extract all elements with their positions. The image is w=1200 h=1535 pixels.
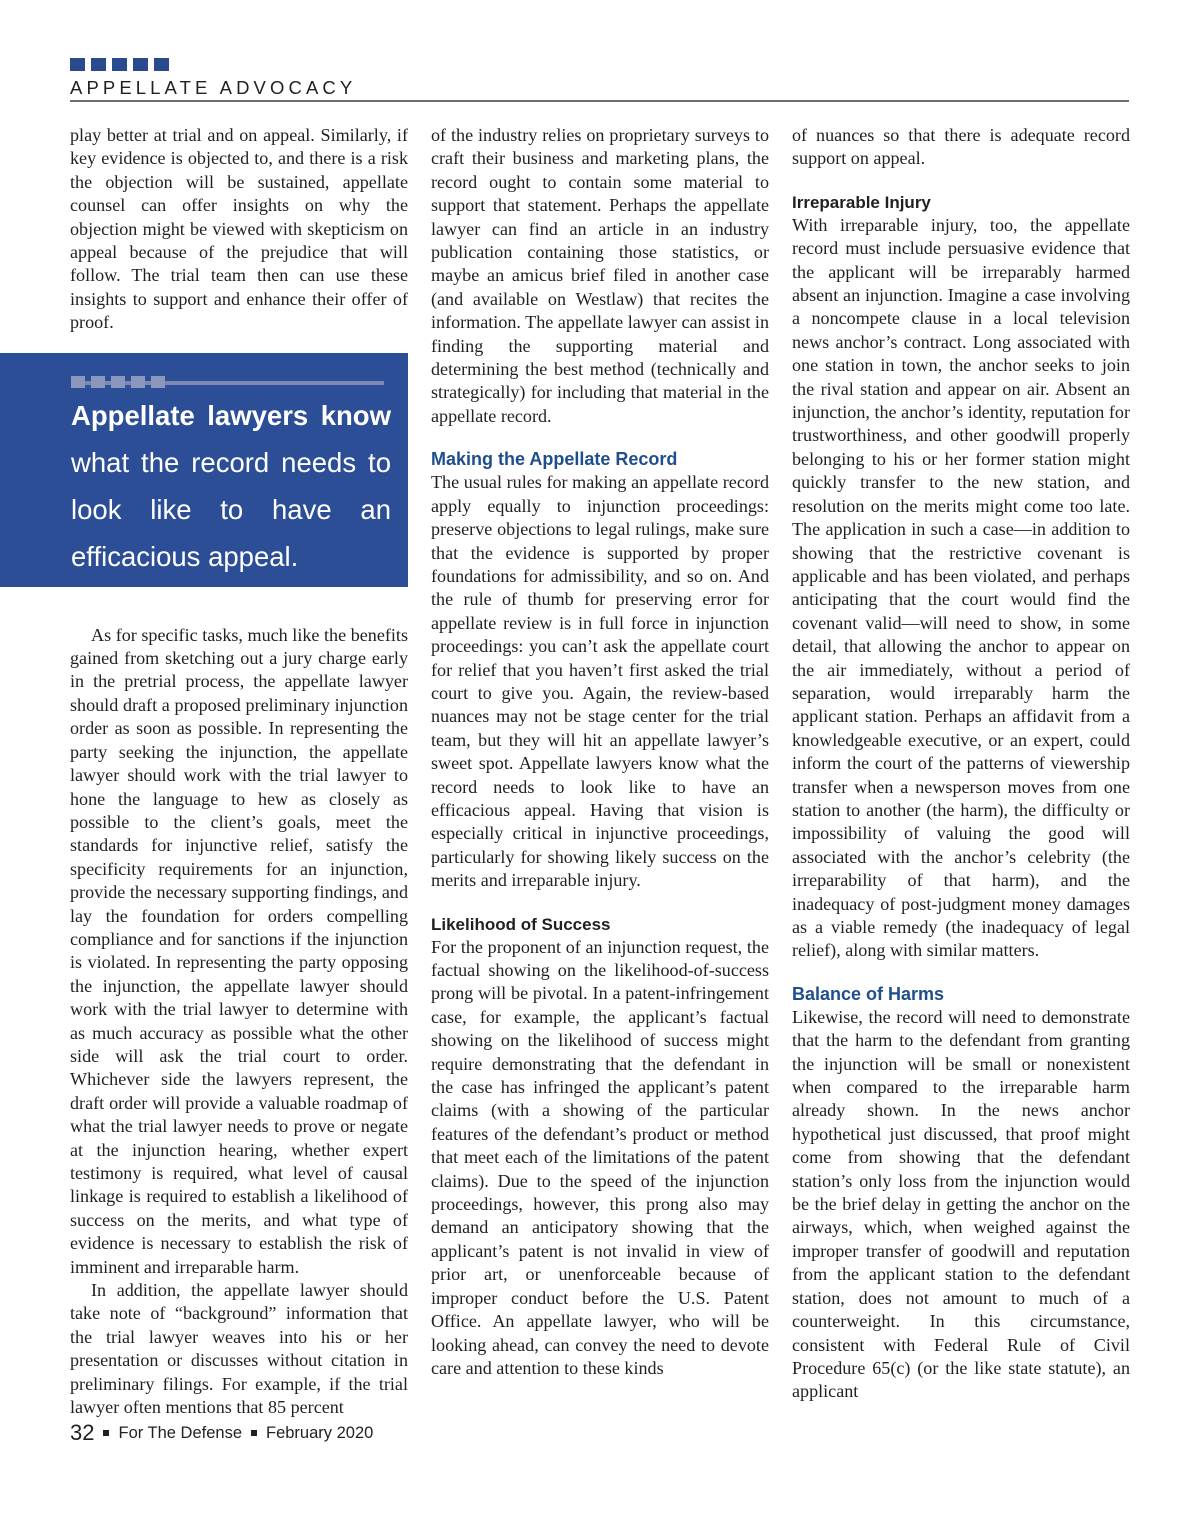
pull-quote-rest: what the record needs to look like to have an efficacious appeal.	[71, 447, 391, 572]
column-2	[431, 124, 769, 1380]
page-number: 32	[70, 1420, 95, 1445]
page-footer	[70, 1420, 373, 1446]
paragraph: The usual rules for making an appellate record apply equally to injunction proceedings: preserve objections to legal rulings, make sure that the evidence is supported by proper foundations for admissibility, and so on. And the rule of thumb for preserving error for appellate review is in full force in injunction proceedings: you can’t ask the appellate court for relief that you haven’t first asked the trial court to give you. Again, the review-based nuances may not be stage center for the trial team, but they will hit an appellate lawyer’s sweet spot. Appellate lawyers know what the record needs to look like to have an efficacious appeal. Having that vision is especially critical in injunctive proceedings, particularly for showing likely success on the merits and irreparable injury.	[431, 472, 769, 891]
footer-separator	[251, 1430, 257, 1436]
paragraph: For the proponent of an injunction request, the factual showing on the likelihood-of-success prong will be pivotal. In a patent-infringement case, for example, the applicant’s factual showing on the likelihood of success might require demonstrating that the defendant in the case has infringed the applicant’s patent claims (with a showing of the particular features of the defendant’s product or method that meet each of the limitations of the patent claims). Due to the speed of the injunction proceedings, however, this prong also may demand an anticipatory showing that the applicant’s patent is not invalid in view of prior art, or unenforceable because of improper conduct before the U.S. Patent Office. An appellate lawyer, who will be looking ahead, can convey the need to devote care and attention to these kinds	[431, 936, 769, 1378]
footer-separator	[103, 1430, 109, 1436]
pull-quote-bold: Appellate lawyers know	[71, 400, 391, 431]
paragraph: Likewise, the record will need to demonstrate that the harm to the defendant from granting the injunction will be small or nonexistent when compared to the irreparable harm already shown. In the news anchor hypothetical just discussed, that proof might come from showing that the defendant station’s only loss from the injunction would be the brief delay in getting the anchor on the airways, which, when weighed against the improper transfer of goodwill and reputation from the applicant station to the defendant station, does not amount to much of a counterweight. In this circumstance, consistent with Federal Rule of Civil Procedure 65(c) (or the like state statute), an applicant	[792, 1006, 1130, 1402]
section-label: APPELLATE ADVOCACY	[70, 77, 357, 98]
paragraph: In addition, the appellate lawyer should take note of “background” information that the trial lawyer weaves into his or her presentation or discusses without citation in preliminary filings. For example, if the trial lawyer often mentions that 85 percent	[70, 1280, 408, 1418]
paragraph: With irreparable injury, too, the appellate record must include persuasive evidence that the applicant will be irreparably harmed absent an injunction. Imagine a case involving a noncompete clause in a local television news anchor’s contract. Long associated with one station in town, the anchor seeks to join the rival station and appear on air. Absent an injunction, the anchor’s identity, reputation for trustworthiness, and other goodwill properly belonging to his or her former station might quickly transfer to the new station, and resolution on the merits might come too late. The application in such a case—in addition to showing that the restrictive covenant is applicable and has been violated, and perhaps anticipating that the court would find the covenant valid—will need to show, in some detail, that allowing the anchor to appear on the air immediately, without a period of separation, would irreparably harm the applicant station. Perhaps an affidavit from a knowledgeable executive, or an expert, could inform the court of the patterns of viewership transfer when a newsperson moves from one station to another (the harm), the difficulty or impossibility of valuing the good will associated with the anchor’s celebrity (the irreparability of that harm), and the inadequacy of post-judgment money damages as a viable remedy (the inadequacy of legal relief), along with similar matters.	[792, 214, 1130, 961]
heading-likelihood-of-success: Likelihood of Success	[431, 914, 611, 934]
heading-irreparable-injury: Irreparable Injury	[792, 192, 931, 212]
paragraph: play better at trial and on appeal. Similarly, if key evidence is objected to, and there is a risk the objection will be sustained, appellate counsel can offer insights on why the objection might be viewed with skepticism on appeal because of the prejudice that will follow. The trial team then can use these insights to support and enhance their offer of proof.	[70, 125, 408, 333]
header-rule	[70, 100, 1129, 102]
header-squares-ornament	[70, 58, 169, 71]
column-3	[792, 124, 1130, 1404]
paragraph: of the industry relies on proprietary surveys to craft their business and marketing plans, the record ought to contain some material to support that statement. Perhaps the appellate lawyer can find an article in an industry publication containing those statistics, or maybe an amicus brief filed in another case (and available on Westlaw) that recites the information. The appellate lawyer can assist in finding the supporting material and determining the best method (technically and strategically) for including that material in the appellate record.	[431, 125, 769, 426]
paragraph: As for specific tasks, much like the benefits gained from sketching out a jury charge early in the pretrial process, the appellate lawyer should draft a proposed preliminary injunction order as soon as possible. In representing the party seeking the injunction, the appellate lawyer should work with the trial lawyer to hone the language to hew as closely as possible to the client’s goals, meet the standards for injunctive relief, satisfy the specificity requirements for an injunction, provide the necessary supporting findings, and lay the foundation for orders compelling compliance and for sanctions if the injunction is violated. In representing the party opposing the injunction, the appellate lawyer should work with the trial lawyer to determine with as much accuracy as possible what the other side will ask the trial court to order. Whichever side the lawyers represent, the draft order will provide a valuable roadmap of what the trial lawyer needs to prove or negate at the injunction hearing, whether expert testimony is required, what level of causal linkage is required to establish a likelihood of success on the merits, and what type of evidence is necessary to establish the risk of imminent and irreparable harm.	[70, 624, 408, 1277]
column-1	[70, 124, 408, 1419]
heading-balance-of-harms: Balance of Harms	[792, 983, 945, 1004]
publication-name: For The Defense	[118, 1423, 242, 1442]
paragraph: of nuances so that there is adequate record support on appeal.	[792, 125, 1130, 169]
heading-making-the-appellate-record: Making the Appellate Record	[431, 449, 678, 470]
issue-date: February 2020	[266, 1423, 374, 1442]
